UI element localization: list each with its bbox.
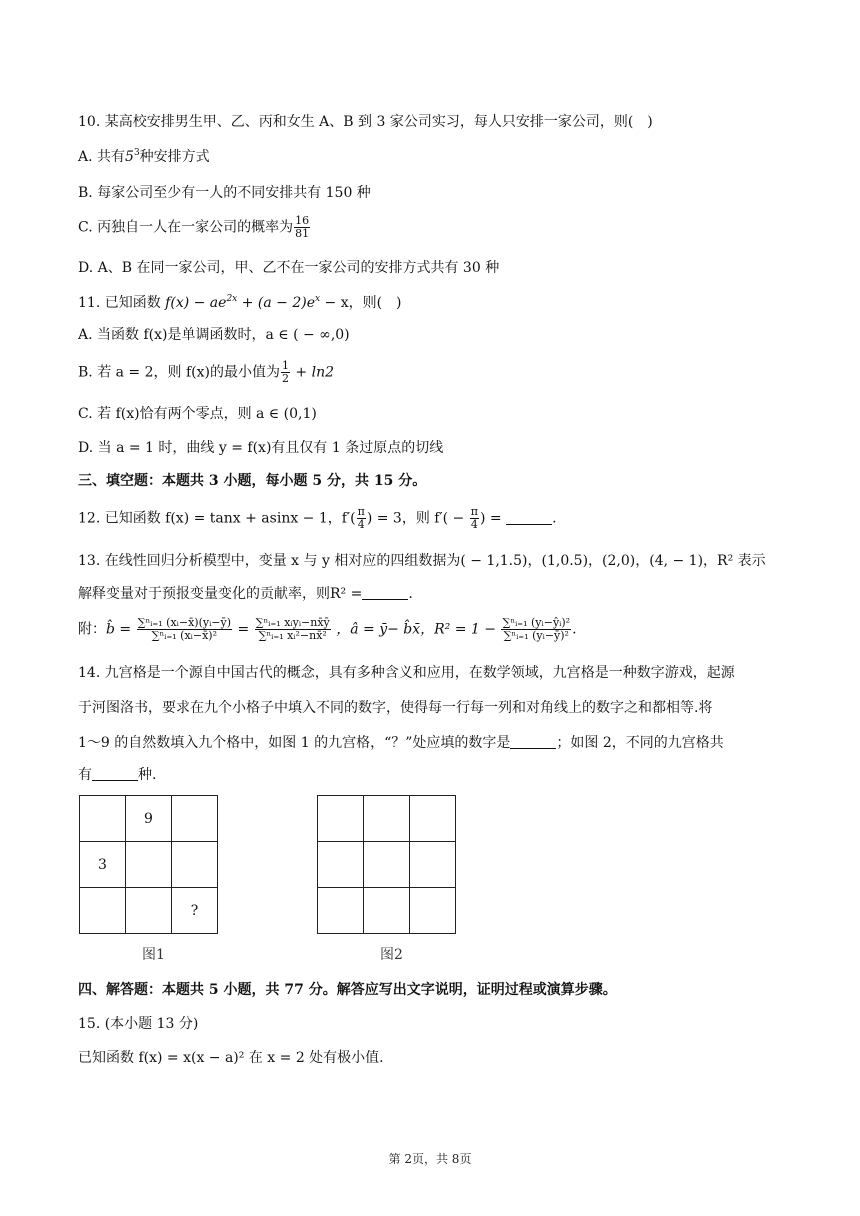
q10-option-a — [78, 147, 210, 167]
q14-answer-blank-2[interactable] — [92, 766, 138, 781]
q13-fraction-2 — [255, 617, 331, 642]
q11-stem-mid: + (a − 2)e — [237, 295, 315, 311]
q10-a-base: 5 — [125, 149, 134, 165]
q12-stem — [78, 506, 557, 531]
magic-square-figure-1 — [79, 795, 218, 934]
q12-num: π — [357, 505, 365, 518]
q13-f1-num: ∑ⁿᵢ₌₁ (xᵢ−x̄)(yᵢ−ȳ) — [137, 616, 232, 629]
q12-answer-blank[interactable] — [506, 510, 552, 525]
q11-option-d: D. 当 a = 1 时，曲线 y = f(x)有且仅有 1 条过原点的切线 — [78, 440, 444, 456]
q13-fraction-3 — [501, 617, 571, 642]
q11-stem-end: − x，则( ) — [320, 295, 402, 311]
magic-square-figure-2 — [317, 795, 456, 934]
q15-stem: 已知函数 f(x) = x(x − a)² 在 x = 2 处有极小值. — [78, 1050, 384, 1066]
q11-stem — [78, 293, 402, 313]
q11-b-text: B. 若 a = 2，则 f(x)的最小值为 — [78, 364, 280, 381]
q13-formula-a: ，â = ȳ− b̂x̄，R² = 1 − — [336, 621, 497, 638]
q11-option-b — [78, 360, 334, 385]
grid1-cell — [126, 888, 172, 934]
q10-a-text-post: 种安排方式 — [139, 149, 210, 165]
q13-formula-b: b̂ = — [106, 621, 132, 638]
grid1-cell: 9 — [126, 796, 172, 842]
q10-c-den: 81 — [295, 227, 310, 240]
q10-c-text: C. 丙独自一人在一家公司的概率为 — [78, 219, 294, 236]
grid1-cell — [126, 842, 172, 888]
q13-f2-den: ∑ⁿᵢ₌₁ xᵢ²−nx̄² — [258, 629, 327, 642]
q13-f3-num: ∑ⁿᵢ₌₁ (yᵢ−ŷᵢ)² — [502, 616, 571, 629]
section-4-heading: 四、解答题：本题共 5 小题，共 77 分。解答应写出文字说明，证明过程或演算步骤。 — [78, 982, 617, 998]
grid1-cell — [80, 796, 126, 842]
q14-answer-blank-1[interactable] — [510, 734, 556, 749]
grid1-cell: ? — [172, 888, 218, 934]
q14-line4-text: 有 — [78, 767, 92, 783]
q14-line-2: 于河图洛书，要求在九个小格子中填入不同的数字，使得每一行每一列和对角线上的数字之和都相等.将 — [78, 700, 713, 716]
q10-stem: 10. 某高校安排男生甲、乙、丙和女生 A、B 到 3 家公司实习，每人只安排一家公司，则( ) — [78, 114, 653, 130]
figure-2-caption: 图2 — [380, 947, 403, 963]
q13-f1-den: ∑ⁿᵢ₌₁ (xᵢ−x̄)² — [151, 629, 217, 642]
section-3-heading: 三、填空题：本题共 3 小题，每小题 5 分，共 15 分。 — [78, 473, 427, 489]
q14-line-4 — [78, 765, 156, 785]
q12-den2: 4 — [470, 518, 478, 531]
q14-line3-text: 1～9 的自然数填入九个格中，如图 1 的九宫格，“？”处应填的数字是 — [78, 735, 511, 751]
q10-a-exp: 3 — [133, 148, 140, 158]
grid2-cell — [410, 796, 456, 842]
q12-pre: 12. 已知函数 f(x) = tanx + asinx − 1，f′( — [78, 510, 356, 527]
q10-option-d: D. A、B 在同一家公司，甲、乙不在一家公司的安排方式共有 30 种 — [78, 260, 500, 276]
q11-option-a: A. 当函数 f(x)是单调函数时，a ∈ ( − ∞,0) — [78, 327, 350, 343]
grid2-cell — [410, 842, 456, 888]
q14-line-1: 14. 九宫格是一个源自中国古代的概念，具有多种含义和应用，在数学领域，九宫格是一种数字游戏，起源 — [78, 665, 735, 681]
q13-fraction-1 — [137, 617, 232, 642]
q13-line-1: 13. 在线性回归分析模型中，变量 x 与 y 相对应的四组数据为( − 1,1.5)，(1,0.5)，(2,0)，(4, − 1)，R² 表示 — [78, 553, 766, 569]
q15-title: 15. (本小题 13 分) — [78, 1016, 199, 1032]
q12-end: . — [552, 510, 557, 527]
q13-f3-den: ∑ⁿᵢ₌₁ (yᵢ−ȳ)² — [503, 629, 569, 642]
grid2-cell — [364, 888, 410, 934]
q12-post: ) = — [479, 510, 507, 527]
grid2-cell — [364, 842, 410, 888]
q13-answer-blank[interactable] — [362, 585, 408, 600]
grid2-cell — [318, 888, 364, 934]
q11-stem-f: f(x) − ae — [165, 295, 227, 311]
q13-line-2 — [78, 584, 413, 604]
q12-fraction-2 — [470, 506, 479, 531]
q13-formula: 附：b̂ = $\frac{\text{∑ⁿᵢ₌₁ (xᵢ−x̄)(yᵢ−ȳ)}}{\text{∑ⁿᵢ₌₁ (xᵢ−x̄)²}}$ = $\frac{\text{∑ⁿᵢ₌₁ xᵢyᵢ−nx̄ȳ}}{\text{∑ⁿᵢ₌₁ xᵢ²−nx̄²}}$ ，â = ȳ− b̂x̄，R² = 1 − $\frac{\text{∑ⁿᵢ₌₁ (yᵢ−ŷᵢ)²}}{\text{∑ⁿᵢ₌₁ (yᵢ−ȳ)²}}$ . — [78, 616, 577, 642]
q11-option-c: C. 若 f(x)恰有两个零点，则 a ∈ (0,1) — [78, 406, 317, 422]
q12-num2: π — [470, 505, 478, 518]
q13-line2-end: . — [408, 586, 413, 602]
q11-b-num: 1 — [281, 359, 289, 372]
q10-c-fraction — [294, 215, 310, 240]
q11-b-post: + ln2 — [290, 364, 335, 381]
figure-1-caption: 图1 — [142, 947, 165, 963]
q14-line-3 — [78, 733, 724, 753]
grid1-cell: 3 — [80, 842, 126, 888]
q11-b-fraction — [281, 360, 290, 385]
page-footer: 第 2页，共 8页 — [388, 1152, 472, 1166]
q13-formula-label: 附： — [78, 621, 106, 638]
q10-c-num: 16 — [295, 214, 310, 227]
grid2-cell — [364, 796, 410, 842]
q13-line2-text: 解释变量对于预报变量变化的贡献率，则R² = — [78, 586, 363, 602]
q12-fraction-1 — [357, 506, 366, 531]
q14-line3-post: ；如图 2，不同的九宫格共 — [556, 735, 724, 751]
q11-stem-pre: 11. 已知函数 — [78, 295, 166, 311]
q12-mid: ) = 3，则 f′( − — [366, 510, 469, 527]
q13-formula-end: . — [572, 621, 577, 638]
grid1-cell — [172, 842, 218, 888]
q13-f2-num: ∑ⁿᵢ₌₁ xᵢyᵢ−nx̄ȳ — [255, 616, 330, 629]
q10-option-b: B. 每家公司至少有一人的不同安排共有 150 种 — [78, 185, 371, 201]
q11-stem-exp: 2x — [226, 294, 238, 304]
grid2-cell — [410, 888, 456, 934]
grid2-cell — [318, 796, 364, 842]
grid2-cell — [318, 842, 364, 888]
q14-line4-post: 种. — [138, 767, 157, 783]
q10-a-text: A. 共有 — [78, 149, 126, 165]
q11-b-den: 2 — [281, 372, 289, 385]
q12-den: 4 — [357, 518, 365, 531]
grid1-cell — [172, 796, 218, 842]
q11-stem-exp2: x — [314, 294, 321, 304]
grid1-cell — [80, 888, 126, 934]
q10-option-c — [78, 215, 311, 240]
